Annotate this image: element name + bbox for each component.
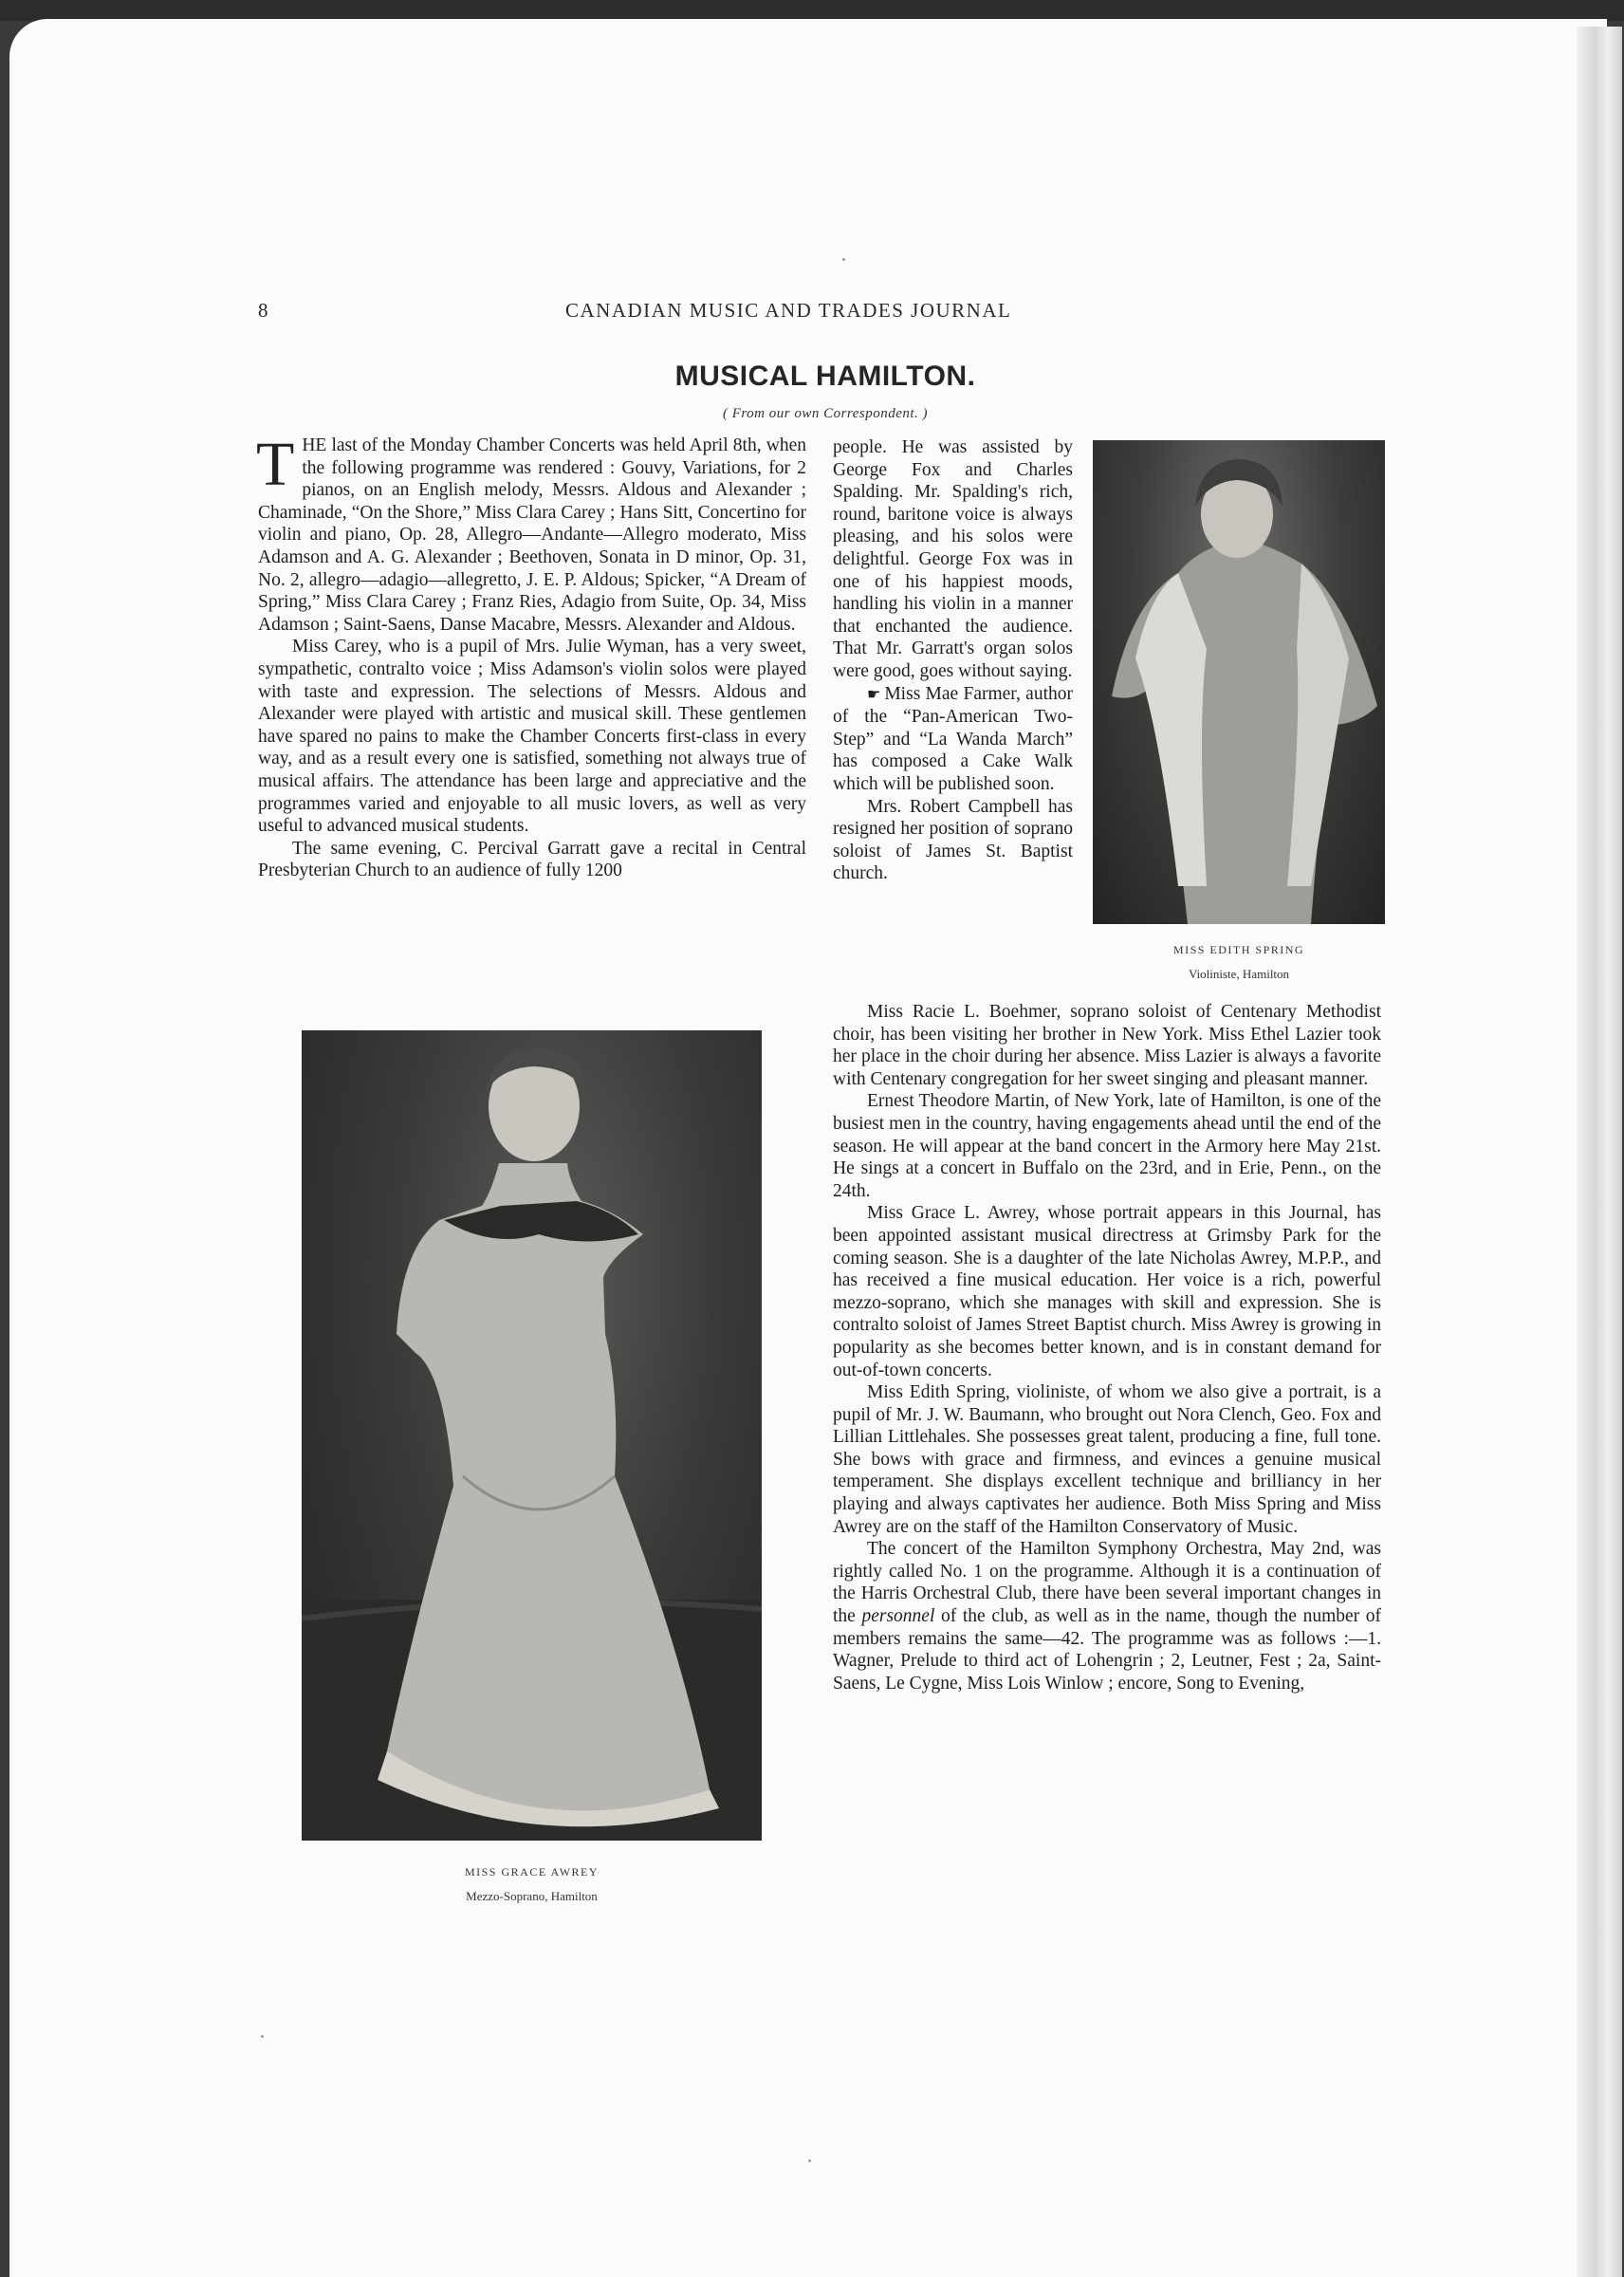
photo-caption-name: MISS EDITH SPRING bbox=[1172, 943, 1305, 956]
pointing-hand-icon: ☛ bbox=[867, 686, 881, 703]
paragraph: Miss Edith Spring, violiniste, of whom we also give a portrait, is a pupil of Mr. J. W. Baumann, who brought out Nora Clench, Geo. Fox and Lillian Littlehales. She possesses great talent, producing a fine, full tone. She bows with grace and firmness, and evinces a genuine musical temperament. She displays excellent technique and brilliancy in her playing and always captivates her audience. Both Miss Spring and Miss Awrey are on the staff of the Hamilton Conservatory of Music. bbox=[833, 1382, 1381, 1537]
portrait-photo-grace-awrey bbox=[302, 1030, 762, 1841]
paragraph: Miss Racie L. Boehmer, soprano soloist of Centenary Methodist choir, has been visiting her brother in New York. Miss Ethel Lazier took her place in the choir during her absence. Miss Lazier is always a favorite with Centenary congregation for her sweet singing and pleasant manner. bbox=[833, 1002, 1381, 1089]
paragraph: THE last of the Monday Chamber Concerts was held April 8th, when the following programme was rendered : Gouvy, Variations, for 2 pianos, on an English melody, Messrs. Aldous and Alexander ; Chaminade, “On the Shore,” Miss Clara Carey ; Hans Sitt, Concertino for violin and piano, Op. 28, Allegro—Andante—Allegro moderato, Miss Adamson and A. G. Alexander ; Beethoven, Sonata in D minor, Op. 31, No. 2, allegro—adagio—allegretto, J. E. P. Aldous; Spicker, “A Dream of Spring,” Miss Clara Carey ; Franz Ries, Adagio from Suite, Op. 34, Miss Adamson ; Saint-Saens, Danse Macabre, Messrs. Alexander and Aldous. bbox=[256, 430, 806, 635]
paragraph: The concert of the Hamilton Symphony Orchestra, May 2nd, was rightly called No. 1 on the programme. Although it is a continuation of the Harris Orchestral Club, there have been several important changes in the personnel of the club, as well as in the name, though the number of members remains the same—42. The programme was as follows :—1. Wagner, Prelude to third act of Lohengrin ; 2, Leutner, Fest ; 2a, Saint-Saens, Le Cygne, Miss Lois Winlow ; encore, Song to Evening, bbox=[833, 1539, 1382, 1694]
paper-speck bbox=[808, 2159, 811, 2162]
portrait-figure bbox=[302, 1030, 762, 1841]
article-byline: ( From our own Correspondent. ) bbox=[722, 406, 929, 421]
journal-title: CANADIAN MUSIC AND TRADES JOURNAL bbox=[565, 299, 1012, 322]
photo-caption-name: MISS GRACE AWREY bbox=[464, 1865, 600, 1879]
paragraph: Mrs. Robert Campbell has resigned her position of soprano soloist of James St. Baptist church. bbox=[833, 796, 1073, 884]
portrait-photo-edith-spring bbox=[1093, 440, 1385, 924]
column-right bbox=[833, 1001, 1381, 1694]
paragraph: Miss Grace L. Awrey, whose portrait appears in this Journal, has been appointed assistant musical directress at Grimsby Park for the coming season. She is a daughter of the late Nicholas Awrey, M.P.P., and has received a fine musical education. Her voice is a rich, powerful mezzo-soprano, which she manages with skill and expression. She is contralto soloist of James Street Baptist church. Miss Awrey is growing in popularity as she becomes better known, and is in constant demand for out-of-town concerts. bbox=[833, 1203, 1381, 1380]
paper-speck bbox=[842, 258, 845, 261]
paragraph: Ernest Theodore Martin, of New York, late of Hamilton, is one of the busiest men in the country, having engagements ahead until the end of the season. He will appear at the band concert in the Armory here May 21st. He sings at a concert in Buffalo on the 23rd, and in Erie, Penn., on the 24th. bbox=[833, 1091, 1381, 1201]
article-headline: MUSICAL HAMILTON. bbox=[674, 361, 976, 392]
scan-border bbox=[0, 0, 1624, 21]
page-number: 8 bbox=[258, 299, 269, 322]
column-left bbox=[256, 430, 806, 882]
photo-caption-role: Violiniste, Hamilton bbox=[1188, 967, 1290, 981]
drop-cap: T bbox=[256, 430, 295, 499]
column-middle bbox=[833, 436, 1073, 885]
paragraph: The same evening, C. Percival Garratt gave a recital in Central Presbyterian Church to an audience of fully 1200 bbox=[258, 838, 806, 881]
paper-speck bbox=[261, 2035, 264, 2038]
running-head bbox=[0, 299, 1624, 327]
portrait-figure bbox=[1093, 440, 1385, 924]
paragraph: people. He was assisted by George Fox and Charles Spalding. Mr. Spalding's rich, round, baritone voice is always pleasing, and his solos were delightful. George Fox was in one of his happiest moods, handling his violin in a manner that enchanted the audience. That Mr. Garratt's organ solos were good, goes without saying. bbox=[833, 437, 1073, 681]
paragraph: Miss Carey, who is a pupil of Mrs. Julie Wyman, has a very sweet, sympathetic, contralto voice ; Miss Adamson's violin solos were played with taste and expression. The selections of Messrs. Aldous and Alexander were played with artistic and musical skill. These gentlemen have spared no pains to make the Chamber Concerts first-class in every way, and as a result every one is satisfied, something not always true of musical affairs. The attendance has been large and appreciative and the programmes varied and enjoyable to all music lovers, as well as very useful to advanced musical students. bbox=[258, 637, 806, 837]
paragraph: ☛ Miss Mae Farmer, author of the “Pan-American Two-Step” and “La Wanda March” has composed a Cake Walk which will be published soon. bbox=[833, 683, 1073, 794]
photo-caption-role: Mezzo-Soprano, Hamilton bbox=[466, 1889, 598, 1903]
